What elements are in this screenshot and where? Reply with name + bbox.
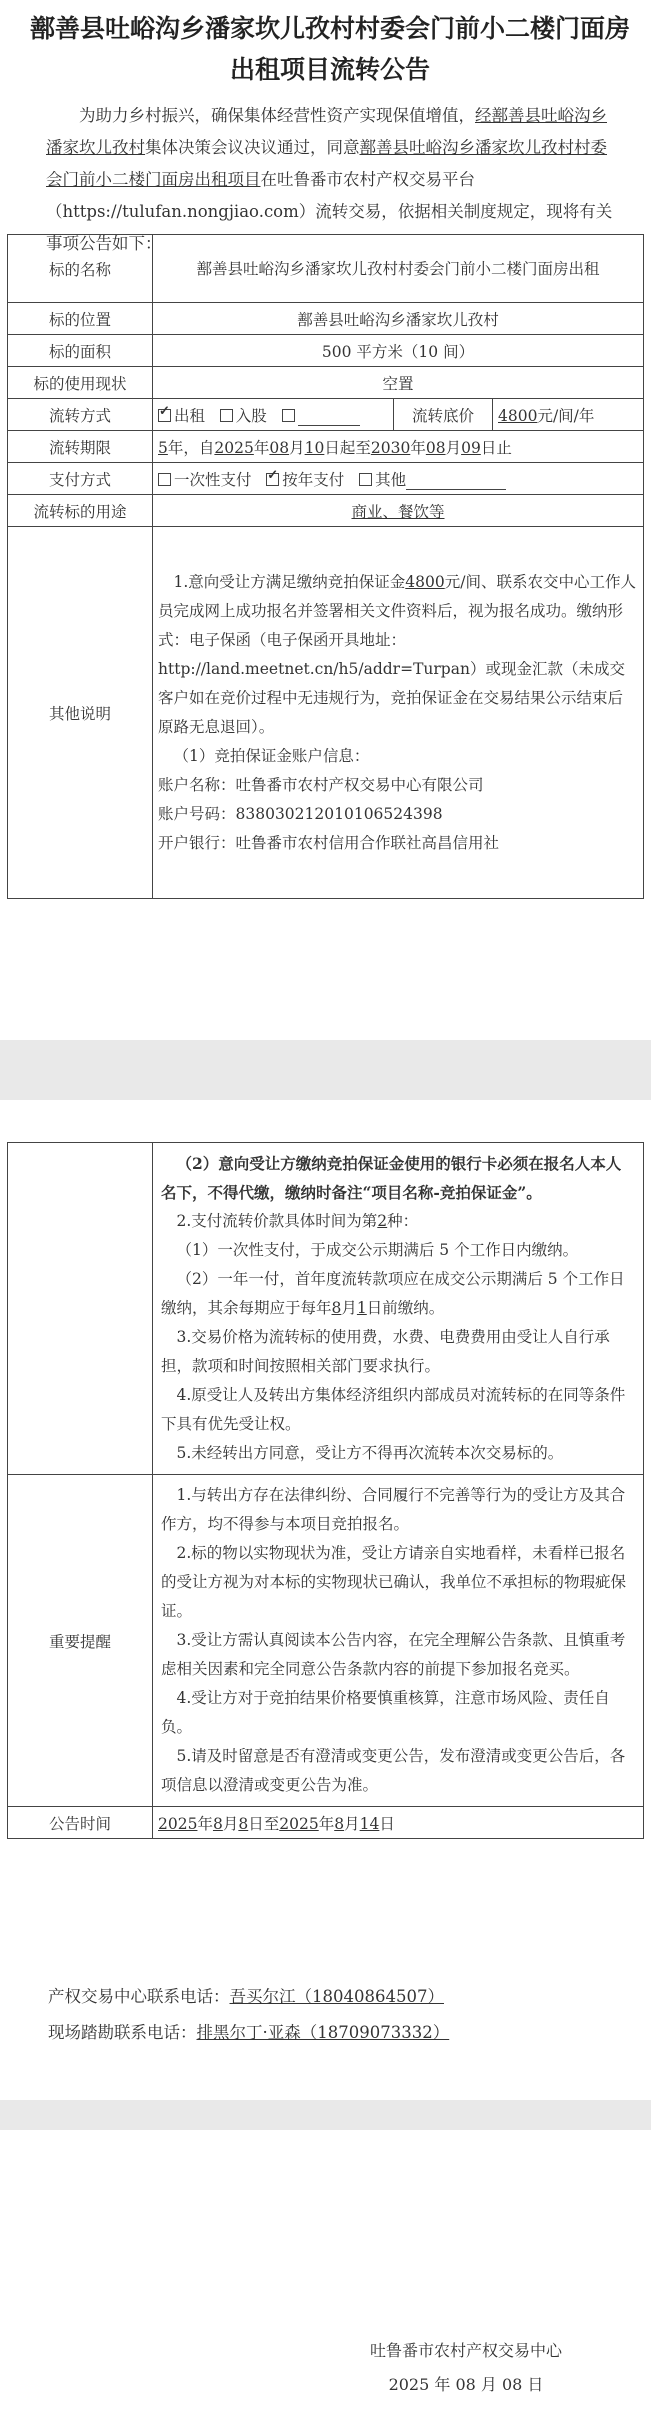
time-end-year: 2025	[279, 1814, 319, 1833]
contact-value: 排黑尔丁·亚森（18709073332）	[196, 2023, 450, 2042]
label-status: 标的使用现状	[8, 367, 153, 399]
contact-label: 产权交易中心联系电话：	[48, 1987, 230, 2006]
label-base-price: 流转底价	[394, 399, 493, 431]
value-status: 空置	[153, 367, 644, 399]
label-use: 流转标的用途	[8, 495, 153, 527]
term-start-month: 08	[269, 438, 290, 457]
contact-center	[48, 1982, 444, 2012]
footer-date: 2025 年 08 月 08 日	[388, 2375, 544, 2394]
blank-pay-other	[406, 471, 506, 490]
time-start-day: 8	[238, 1814, 249, 1833]
label-other: 其他说明	[8, 527, 153, 899]
page-gap	[0, 1040, 651, 1100]
intro-text-2: 经鄯善县吐峪沟乡潘家坎儿孜村	[46, 106, 607, 157]
note-text: 日前缴纳。	[366, 1299, 445, 1317]
label-payment: 支付方式	[8, 463, 153, 495]
info-table-1	[7, 234, 644, 899]
info-table-2	[7, 1142, 644, 1839]
checkbox-pay-other[interactable]	[359, 473, 372, 486]
term-text: 年，自	[167, 438, 215, 457]
term-text: 年	[253, 438, 270, 457]
other-notes-cont	[153, 1143, 644, 1475]
label-name: 标的名称	[8, 235, 153, 303]
page-gap	[0, 2100, 651, 2130]
term-text: 日止	[480, 438, 512, 457]
value-name: 鄯善县吐峪沟乡潘家坎儿孜村村委会门前小二楼门面房出租	[153, 235, 644, 303]
payment-time-note	[161, 1207, 635, 1236]
reminder-4: 4.受让方对于竞拍结果价格要慎重核算，注意市场风险、责任自负。	[161, 1689, 610, 1736]
term-start-day: 10	[304, 438, 325, 457]
value-location: 鄯善县吐峪沟乡潘家坎儿孜村	[153, 303, 644, 335]
page-2	[0, 1100, 651, 2100]
payment-options	[153, 463, 644, 495]
announce-time	[153, 1807, 644, 1839]
account-name: 账户名称：吐鲁番市农村产权交易中心有限公司	[158, 775, 484, 794]
other-note-2: （1）竞拍保证金账户信息：	[173, 746, 370, 765]
price-note: 3.交易价格为流转标的使用费，水费、电费费用由受让人自行承担，款项和时间按照相关部门要求执行。	[161, 1328, 610, 1375]
reminder-3: 3.受让方需认真阅读本公告内容，在完全理解公告条款、且慎重考虑相关因素和完全同意公告条款内容的前提下参加报名竞买。	[161, 1631, 626, 1678]
other-note-1	[158, 568, 638, 742]
note-text: 2.支付流转价款具体时间为第	[176, 1212, 378, 1230]
page-1	[0, 0, 651, 1040]
reminder-notes	[153, 1475, 644, 1807]
checkbox-pay-once[interactable]	[158, 473, 171, 486]
term-text: 年	[410, 438, 426, 457]
payment-type-no: 2	[377, 1212, 388, 1230]
transfer-note: 5.未经转出方同意，受让方不得再次流转本次交易标的。	[176, 1444, 564, 1462]
reminder-5: 5.请及时留意是否有澄清或变更公告，发布澄清或变更公告后，各项信息以澄清或变更公告为准。	[161, 1747, 626, 1794]
time-text: 月	[344, 1814, 360, 1833]
label-other-cont	[8, 1143, 153, 1475]
term-text: 日起至	[324, 438, 371, 457]
value-area: 500 平方米（10 间）	[153, 335, 644, 367]
base-price-value: 4800	[498, 406, 538, 425]
mode-share-label: 入股	[235, 406, 267, 425]
intro-text-1: 为助力乡村振兴，确保集体经营性资产实现保值增值，	[79, 106, 475, 125]
note-text: 月	[341, 1299, 357, 1317]
pay-day: 1	[356, 1299, 367, 1317]
payment-yearly-note	[161, 1265, 635, 1323]
checkbox-share[interactable]	[220, 409, 233, 422]
deposit-requirement: （2）意向受让方缴纳竞拍保证金使用的银行卡必须在报名人本人名下，不得代缴，缴纳时备注“项目名称-竞拍保证金”。	[161, 1154, 622, 1202]
checkbox-other-mode[interactable]	[282, 409, 295, 422]
time-text: 日至	[248, 1814, 280, 1833]
term-value	[153, 431, 644, 463]
page-3	[0, 2130, 651, 2418]
account-bank: 开户银行：吐鲁番市农村信用合作联社高昌信用社	[158, 833, 500, 852]
mode-options	[153, 399, 394, 431]
note-text: 1.意向受让方满足缴纳竞拍保证金	[173, 572, 406, 591]
contact-label: 现场踏勘联系电话：	[48, 2023, 197, 2042]
reminder-1: 1.与转出方存在法律纠纷、合同履行不完善等行为的受让方及其合作方，均不得参与本项目竞拍报名。	[161, 1486, 626, 1533]
term-end-year: 2030	[370, 438, 411, 457]
blank-other-mode	[298, 407, 360, 426]
account-number: 账户号码：838030212010106524398	[158, 804, 443, 823]
base-price-unit: 元/间/年	[537, 406, 595, 425]
use-cell	[153, 495, 644, 527]
label-mode: 流转方式	[8, 399, 153, 431]
term-start-year: 2025	[214, 438, 254, 457]
time-start-month: 8	[212, 1814, 223, 1833]
contact-value: 吾买尔江（18040864507）	[229, 1987, 444, 2006]
base-price-cell	[493, 399, 644, 431]
pay-other-label: 其他	[375, 470, 407, 489]
note-text: 元/间、联系农交中心工作人员完成网上成功报名并签署相关文件资料后，视为报名成功。缴纳形式：电子保函（电子保函开具地址：http://land.meetnet.cn/h5/addr=Turpan）或现金汇款（未成交客户如在竞价过程中无违规行为，竞拍保证金在交易结果公示结束后原路无息退回）。	[158, 572, 636, 736]
note-text: 种：	[387, 1212, 419, 1230]
term-text: 月	[445, 438, 462, 457]
intro-text-3: 集体决策会议决议通过，同意	[145, 138, 360, 157]
time-end-month: 8	[334, 1814, 345, 1833]
use-value: 商业、餐饮等	[351, 502, 445, 521]
time-start-year: 2025	[158, 1814, 198, 1833]
priority-note: 4.原受让人及转出方集体经济组织内部成员对流转标的在同等条件下具有优先受让权。	[161, 1386, 626, 1433]
label-location: 标的位置	[8, 303, 153, 335]
payment-once-note: （1）一次性支付，于成交公示期满后 5 个工作日内缴纳。	[176, 1241, 579, 1259]
label-reminder: 重要提醒	[8, 1475, 153, 1807]
announcement-title: 鄯善县吐峪沟乡潘家坎儿孜村村委会门前小二楼门面房出租项目流转公告	[30, 14, 631, 84]
checkbox-pay-yearly[interactable]	[266, 473, 279, 486]
checkbox-rent[interactable]	[158, 409, 171, 422]
note-text: （2）一年一付，首年度流转款项应在成交公示期满后 5 个工作日缴纳，其余每期应于每年	[161, 1270, 625, 1317]
other-notes	[153, 527, 644, 899]
term-text: 月	[289, 438, 305, 457]
time-text: 年	[197, 1814, 213, 1833]
time-end-day: 14	[359, 1814, 380, 1833]
term-end-day: 09	[461, 438, 481, 457]
intro-text-5: 在吐鲁番市农村产权交易平台（https://tulufan.nongjiao.com）流转交易，依据相关制度规定，现将有关事项公告如下：	[46, 170, 613, 253]
footer-org: 吐鲁番市农村产权交易中心	[369, 2341, 562, 2360]
label-time: 公告时间	[8, 1807, 153, 1839]
reminder-2: 2.标的物以实物现状为准，受让方请亲自实地看样，未看样已报名的受让方视为对本标的实物现状已确认，我单位不承担标的物瑕疵保证。	[161, 1544, 627, 1620]
pay-yearly-label: 按年支付	[282, 470, 345, 489]
pay-month: 8	[331, 1299, 342, 1317]
mode-rent-label: 出租	[174, 406, 206, 425]
term-years: 5	[158, 438, 168, 457]
intro-text-4: 鄯善县吐峪沟乡潘家坎儿孜村村委会门前小二楼门面房出租项目	[46, 138, 607, 189]
deposit-amount: 4800	[405, 572, 445, 591]
time-text: 日	[379, 1814, 395, 1833]
time-text: 年	[318, 1814, 335, 1833]
pay-once-label: 一次性支付	[174, 470, 252, 489]
label-term: 流转期限	[8, 431, 153, 463]
contact-site	[48, 2018, 449, 2048]
time-text: 月	[222, 1814, 239, 1833]
label-area: 标的面积	[8, 335, 153, 367]
term-end-month: 08	[425, 438, 446, 457]
